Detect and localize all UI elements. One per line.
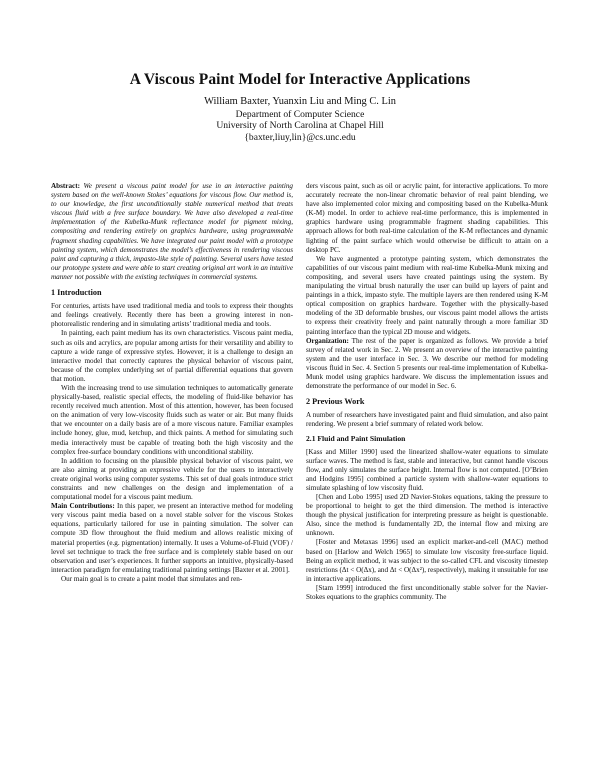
contributions-paragraph xyxy=(51,502,293,575)
related-work-foster: [Foster and Metaxas 1996] used an explicit marker-and-cell (MAC) method based on [Harlow and Welch 1965] to simulate low viscosity free-surface liquid. Being an explicit method, it was subject to the so-called CFL and viscosity timestep restrictions (Δt < O(Δx), and Δt < O(Δx²), respectively), making it unsuitable for use in interactive applications. xyxy=(306,538,548,583)
department: Department of Computer Science xyxy=(235,108,365,120)
section-2-1-heading: 2.1 Fluid and Paint Simulation xyxy=(306,434,406,444)
organization-paragraph xyxy=(306,337,548,392)
contributions-label: Main Contributions: xyxy=(51,502,115,511)
abstract-label: Abstract: xyxy=(51,182,80,190)
right-paragraph-2: We have augmented a prototype painting system, which demonstrates the capabilities of our viscous paint medium with real-time Kubelka-Munk mixing and compositing, and several users have created paintings using the system. By manipulating the virtual brush naturally the user can build up layers of paint and paintings in a thick, impasto style. The multiple layers are then rendered using K-M optical composition on graphics hardware. Together with the physically-based modeling of the 3D deformable brushes, our viscous paint model allows the artists to express their creativity freely and paint naturally through a more familiar 3D painting interface than the typical 2D mouse and widgets. xyxy=(306,254,548,336)
intro-paragraph-5: Our main goal is to create a paint model that simulates and ren- xyxy=(61,574,243,583)
paper-title: A Viscous Paint Model for Interactive Applications xyxy=(129,71,471,88)
intro-paragraph-3: With the increasing trend to use simulation techniques to automatically generate physically-based, realistic special effects, the modeling of fluid-like behavior has recently received much attention. Most of this attention, however, has been focused on the animation of very low-viscosity fluids such as water or air. But many fluids that we encounter on a daily basis are of a more viscous nature. Familiar examples include honey, glue, mud, ketchup, and thick paints. A method for simulating such media interactively must be capable of treating both the high viscosity and the complex free-surface boundary conditions with unconditional stability. xyxy=(51,383,293,456)
related-work-chen: [Chen and Lobo 1995] used 2D Navier-Stokes equations, taking the pressure to be proportional to height to get the third dimension. The method is interactive though the physical justification for interpreting pressure as height is questionable. Also, since the method is fundamentally 2D, the internal flow and mixing are unknown. xyxy=(306,493,548,538)
right-column xyxy=(306,182,548,602)
author-block xyxy=(0,96,600,143)
contributions-text: In this paper, we present an interactive method for modeling very viscous paint media based on a novel stable solver for the viscous Stokes equations, particularly tailored for use in painting simulation. The solver can compute 3D flow throughout the fluid medium and allows realistic mixing of material properties (e.g. pigmentation) internally. It uses a Volume-of-Fluid (VOF) / level set technique to track the free surface and is completely stable based on our observation and user’s experiences. It further supports an intuitive, physically-based interaction paradigm for emulating traditional painting settings [Baxter et al. 2001]. xyxy=(51,502,293,574)
abstract-text: We present a viscous paint model for use in an interactive painting system based on the well-known Stokes’ equations for viscous flow. Our method is, to our knowledge, the first unconditionally stable numerical method that treats viscous fluid with a free surface boundary. We have also developed a real-time implementation of the Kubelka-Munk reflectance model for pigment mixing, compositing and rendering entirely on graphics hardware, using programmable fragment shading capabilities. We have integrated our paint model with a prototype painting system, which demonstrates the model’s effectiveness in rendering viscous paint and capturing a thick, impasto-like style of painting. Several users have tested our prototype system and were able to start creating original art work in an intuitive manner not possible with the existing techniques in commercial systems. xyxy=(51,182,293,281)
author-names: William Baxter, Yuanxin Liu and Ming C. Lin xyxy=(204,96,396,107)
right-paragraph-1: ders viscous paint, such as oil or acrylic paint, for interactive applications. To more accurately recreate the non-linear chromatic behavior of real paint blending, we have also implemented color mixing and compositing based on the Kubelka-Munk (K-M) model. In order to achieve real-time performance, this is implemented in graphics hardware using programmable fragment shading capabilities. This approach allows for both real-time calculation of the K-M reflectances and dynamic lighting of the paint surface which would otherwise be difficult to attain on a desktop PC. xyxy=(306,182,548,254)
organization-text: The rest of the paper is organized as follows. We provide a brief survey of related work in Sec. 2. We present an overview of the interactive painting system and the user interface in Sec. 3. We describe our method for modeling viscous fluid in Sec. 4. Section 5 presents our real-time implementation of Kubelka-Munk model using graphics hardware. We discuss the implementation issues and demonstrate the performance of our model in Sec. 6. xyxy=(306,336,548,391)
abstract xyxy=(51,182,293,282)
section-2-heading: 2 Previous Work xyxy=(306,397,365,407)
email: {baxter,liuy,lin}@cs.unc.edu xyxy=(244,131,356,143)
related-work-kass: [Kass and Miller 1990] used the linearized shallow-water equations to simulate surface waves. The method is fast, stable and interactive, but cannot handle viscous flow, and only simulates the surface height. Internal flow is not computed. [O’Brien and Hodgins 1995] combined a particle system with shallow-water equations to simulate splashing of low viscosity fluid. xyxy=(306,447,548,492)
related-work-stam: [Stam 1999] introduced the first unconditionally stable solver for the Navier-Stokes equations to the graphics community. The xyxy=(306,583,548,602)
intro-paragraph-2: In painting, each paint medium has its own characteristics. Viscous paint media, such as oils and acrylics, are popular among artists for their versatility and ability to capture a wide range of expressive styles. However, it is a challenge to design an interactive model that correctly captures the physical behavior of viscous paint, because of the complex underlying set of partial differential equations that govern that motion. xyxy=(51,329,293,383)
section-1-heading: 1 Introduction xyxy=(51,288,102,298)
organization-label: Organization: xyxy=(306,336,349,345)
intro-paragraph-4: In addition to focusing on the plausible physical behavior of viscous paint, we are also aiming at providing an expressive vehicle for the users to interactively create original works using computer systems. This set of dual goals introduce strict constraints and new challenges on the design and implementation of a computational model for a viscous paint medium. xyxy=(51,456,293,502)
university: University of North Carolina at Chapel Hill xyxy=(216,120,384,132)
intro-paragraph-1: For centuries, artists have used traditional media and tools to express their thoughts and feelings creatively. Recently there has been a growing interest in non-photorealistic rendering and in simulating artists’ traditional media and tools. xyxy=(51,302,293,329)
previous-work-paragraph: A number of researchers have investigated paint and fluid simulation, and also paint rendering. We present a brief summary of related work below. xyxy=(306,411,548,429)
left-column xyxy=(51,182,293,584)
